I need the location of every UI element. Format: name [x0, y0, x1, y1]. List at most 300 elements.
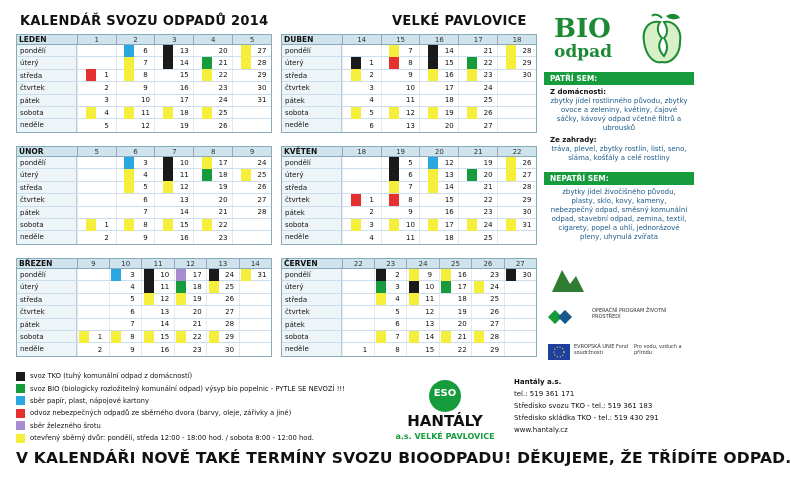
- day-cell: [116, 207, 155, 218]
- day-number: 22: [218, 220, 228, 229]
- day-cell: [374, 281, 406, 292]
- day-cell: [206, 294, 238, 305]
- collection-marker: [467, 107, 477, 119]
- day-number: 19: [444, 108, 454, 117]
- day-cell: [77, 95, 116, 106]
- week-number: 16: [419, 35, 458, 44]
- day-number: 1: [104, 220, 109, 229]
- day-number: 21: [457, 332, 467, 341]
- day-number: 13: [405, 121, 415, 130]
- day-number: 1: [369, 59, 374, 68]
- collection-marker: [428, 194, 438, 206]
- day-cell: [77, 45, 116, 56]
- day-cell: [504, 319, 536, 330]
- day-row: [282, 219, 536, 231]
- collection-marker: [506, 181, 516, 193]
- collection-marker: [389, 82, 399, 94]
- contact-line: Středisko svozu TKO - tel.: 519 361 183: [514, 402, 653, 410]
- collection-marker: [202, 94, 212, 106]
- legend-swatch: [16, 434, 25, 443]
- collection-marker: [428, 69, 438, 81]
- day-cell: [193, 169, 232, 180]
- day-row: [17, 169, 271, 181]
- day-cell: [174, 281, 206, 292]
- day-number: 8: [143, 71, 148, 80]
- day-name: pátek: [17, 319, 77, 330]
- day-number: 18: [444, 233, 454, 242]
- collection-marker: [111, 331, 121, 343]
- day-name: pátek: [282, 207, 342, 218]
- day-number: 1: [362, 345, 368, 354]
- week-number: 27: [504, 259, 536, 268]
- day-number: 31: [522, 220, 532, 229]
- collection-marker: [86, 120, 96, 132]
- week-number: 1: [77, 35, 116, 44]
- day-row: [17, 343, 271, 355]
- day-cell: [154, 95, 193, 106]
- day-cell: [439, 306, 471, 317]
- legend-swatch: [16, 372, 25, 381]
- day-name: úterý: [282, 281, 342, 292]
- day-cell: [497, 70, 536, 81]
- day-name: pátek: [282, 95, 342, 106]
- day-cell: [381, 182, 420, 193]
- month-name: LEDEN: [19, 35, 47, 44]
- day-cell: [458, 231, 497, 243]
- day-cell: [154, 82, 193, 93]
- day-cell: [174, 294, 206, 305]
- collection-marker: [441, 344, 451, 356]
- day-row: [282, 95, 536, 107]
- collection-marker: [111, 281, 121, 293]
- day-number: 26: [225, 295, 235, 304]
- day-cell: [193, 157, 232, 168]
- day-number: 25: [257, 171, 267, 180]
- day-number: 17: [179, 96, 189, 105]
- day-number: 10: [160, 270, 170, 279]
- month-1: [281, 34, 537, 133]
- day-number: 9: [143, 233, 148, 242]
- week-number: 14: [342, 35, 381, 44]
- day-cell: [141, 294, 173, 305]
- legend-swatch: [16, 409, 25, 418]
- day-number: 16: [160, 345, 170, 354]
- day-cell: [193, 182, 232, 193]
- day-number: 2: [395, 270, 400, 279]
- collection-marker: [79, 331, 89, 343]
- week-number: 8: [193, 147, 232, 156]
- collection-marker: [428, 107, 438, 119]
- collection-marker: [209, 293, 219, 305]
- collection-marker: [202, 82, 212, 94]
- collection-marker: [441, 269, 451, 281]
- collection-marker: [124, 181, 134, 193]
- day-row: [17, 95, 271, 107]
- day-number: 9: [143, 83, 148, 92]
- collection-marker: [86, 232, 96, 244]
- day-name: čtvrtek: [282, 82, 342, 93]
- day-cell: [381, 70, 420, 81]
- day-cell: [109, 343, 141, 355]
- day-number: 26: [490, 307, 500, 316]
- day-number: 7: [143, 208, 148, 217]
- day-number: 27: [257, 195, 267, 204]
- day-name: úterý: [17, 57, 77, 68]
- week-number: 11: [141, 259, 173, 268]
- day-number: 6: [395, 320, 400, 329]
- day-cell: [504, 281, 536, 292]
- week-number: 9: [232, 147, 271, 156]
- day-cell: [497, 119, 536, 131]
- collection-marker: [144, 306, 154, 318]
- day-cell: [239, 269, 271, 280]
- op-logo-icon: [548, 302, 578, 332]
- day-number: 22: [218, 71, 228, 80]
- day-number: 10: [179, 158, 189, 167]
- day-number: 24: [490, 283, 500, 292]
- day-cell: [232, 231, 271, 243]
- website-link[interactable]: www.hantaly.cz: [514, 426, 568, 434]
- collection-marker: [86, 94, 96, 106]
- day-cell: [77, 269, 109, 280]
- day-number: 22: [457, 345, 467, 354]
- day-cell: [193, 95, 232, 106]
- day-number: 23: [218, 233, 228, 242]
- day-cell: [193, 207, 232, 218]
- day-number: 17: [192, 270, 202, 279]
- week-number: 5: [77, 147, 116, 156]
- day-number: 7: [408, 183, 413, 192]
- day-cell: [458, 157, 497, 168]
- collection-marker: [351, 107, 361, 119]
- day-cell: [116, 95, 155, 106]
- day-number: 31: [257, 270, 267, 279]
- day-cell: [154, 231, 193, 243]
- collection-marker: [474, 281, 484, 293]
- day-cell: [374, 319, 406, 330]
- day-number: 23: [192, 345, 202, 354]
- collection-marker: [474, 318, 484, 330]
- day-number: 29: [257, 71, 267, 80]
- day-cell: [77, 182, 116, 193]
- day-number: 14: [179, 59, 189, 68]
- day-cell: [206, 343, 238, 355]
- day-cell: [497, 82, 536, 93]
- collection-marker: [428, 82, 438, 94]
- collection-marker: [124, 94, 134, 106]
- day-cell: [206, 331, 238, 342]
- day-cell: [342, 169, 381, 180]
- collection-marker: [428, 181, 438, 193]
- day-row: [282, 294, 536, 306]
- day-cell: [116, 169, 155, 180]
- day-cell: [419, 57, 458, 68]
- collection-marker: [351, 232, 361, 244]
- day-number: 26: [218, 121, 228, 130]
- legend-text: sběr papír, plast, nápojové kartony: [30, 396, 149, 405]
- collection-marker: [474, 331, 484, 343]
- day-cell: [141, 343, 173, 355]
- day-cell: [497, 95, 536, 106]
- day-number: 10: [405, 220, 415, 229]
- collection-marker: [124, 57, 134, 69]
- day-number: 15: [179, 71, 189, 80]
- legend-swatch: [16, 396, 25, 405]
- day-cell: [154, 207, 193, 218]
- hantaly-sub-text: a.s. VELKÉ PAVLOVICE: [395, 432, 495, 441]
- day-cell: [232, 219, 271, 230]
- week-number: 18: [497, 35, 536, 44]
- day-number: 9: [130, 345, 135, 354]
- collection-marker: [376, 331, 386, 343]
- day-number: 16: [179, 83, 189, 92]
- collection-marker: [202, 219, 212, 231]
- collection-marker: [351, 82, 361, 94]
- day-number: 14: [425, 332, 435, 341]
- day-cell: [342, 95, 381, 106]
- day-number: 22: [483, 195, 493, 204]
- day-cell: [77, 319, 109, 330]
- week-number: 25: [439, 259, 471, 268]
- hantaly-logo: [390, 378, 500, 444]
- day-number: 25: [490, 295, 500, 304]
- collection-marker: [124, 157, 134, 169]
- day-number: 20: [483, 171, 493, 180]
- household-text: zbytky jídel rostlinného původu, zbytky ovoce a zeleniny, květiny, čajové sáčky, kávový odpad včetně filtrů a ubrousků: [550, 97, 688, 132]
- collection-marker: [428, 206, 438, 218]
- day-cell: [232, 194, 271, 205]
- collection-marker: [441, 331, 451, 343]
- week-number: 26: [471, 259, 503, 268]
- day-row: [282, 319, 536, 331]
- collection-marker: [506, 57, 516, 69]
- day-name: pondělí: [17, 45, 77, 56]
- collection-marker: [506, 169, 516, 181]
- hantaly-text: HANTÁLY: [407, 412, 483, 430]
- day-cell: [419, 70, 458, 81]
- week-number: 6: [116, 147, 155, 156]
- day-number: 29: [490, 345, 500, 354]
- day-cell: [342, 70, 381, 81]
- day-number: 6: [143, 46, 148, 55]
- day-row: [282, 82, 536, 94]
- collection-marker: [241, 194, 251, 206]
- day-number: 23: [483, 71, 493, 80]
- garden-text: tráva, plevel, zbytky rostlin, listí, seno, sláma, košťály a celé rostliny: [551, 145, 687, 162]
- day-cell: [141, 319, 173, 330]
- day-cell: [116, 219, 155, 230]
- collection-marker: [467, 219, 477, 231]
- legend-text: sběr železného šrotu: [30, 421, 101, 430]
- day-number: 8: [395, 345, 400, 354]
- day-cell: [342, 331, 374, 342]
- day-cell: [471, 306, 503, 317]
- collection-marker: [428, 120, 438, 132]
- week-number: 4: [193, 35, 232, 44]
- collection-marker: [111, 344, 121, 356]
- collection-marker: [389, 120, 399, 132]
- day-name: neděle: [17, 343, 77, 355]
- collection-marker: [241, 169, 251, 181]
- day-name: středa: [282, 70, 342, 81]
- day-cell: [504, 343, 536, 355]
- day-number: 24: [483, 83, 493, 92]
- day-cell: [174, 306, 206, 317]
- day-number: 22: [483, 59, 493, 68]
- day-number: 19: [483, 158, 493, 167]
- collection-marker: [79, 344, 89, 356]
- day-cell: [406, 306, 438, 317]
- day-cell: [232, 45, 271, 56]
- day-cell: [232, 119, 271, 131]
- collection-marker: [351, 206, 361, 218]
- day-name: neděle: [17, 119, 77, 131]
- month-name: DUBEN: [284, 35, 314, 44]
- day-cell: [193, 70, 232, 81]
- day-cell: [232, 207, 271, 218]
- day-number: 12: [405, 108, 415, 117]
- eu-flag-icon: [548, 344, 570, 360]
- day-cell: [174, 319, 206, 330]
- collection-marker: [124, 120, 134, 132]
- collection-marker: [506, 269, 516, 281]
- day-cell: [77, 306, 109, 317]
- collection-marker: [241, 82, 251, 94]
- odpad-logo-text: odpad: [554, 42, 613, 62]
- apple-core-icon: [638, 12, 686, 68]
- day-number: 24: [483, 220, 493, 229]
- day-name: pátek: [17, 207, 77, 218]
- collection-marker: [209, 269, 219, 281]
- collection-marker: [441, 306, 451, 318]
- day-number: 19: [457, 307, 467, 316]
- day-cell: [193, 107, 232, 118]
- day-cell: [141, 269, 173, 280]
- day-row: [17, 331, 271, 343]
- day-number: 11: [160, 283, 170, 292]
- day-cell: [193, 82, 232, 93]
- week-number: 7: [154, 147, 193, 156]
- day-cell: [342, 281, 374, 292]
- legend-swatch: [16, 421, 25, 430]
- collection-marker: [409, 306, 419, 318]
- day-cell: [419, 157, 458, 168]
- day-row: [282, 194, 536, 206]
- month-5: [281, 258, 537, 357]
- collection-marker: [389, 169, 399, 181]
- day-cell: [116, 182, 155, 193]
- collection-marker: [163, 57, 173, 69]
- day-number: 12: [140, 121, 150, 130]
- day-cell: [406, 281, 438, 292]
- collection-marker: [111, 269, 121, 281]
- day-number: 28: [522, 46, 532, 55]
- week-number: 15: [381, 35, 420, 44]
- day-name: pondělí: [282, 269, 342, 280]
- day-cell: [77, 169, 116, 180]
- day-number: 24: [257, 158, 267, 167]
- day-cell: [342, 219, 381, 230]
- day-cell: [381, 82, 420, 93]
- day-cell: [406, 269, 438, 280]
- day-cell: [206, 269, 238, 280]
- day-number: 2: [97, 345, 103, 354]
- collection-marker: [163, 120, 173, 132]
- day-number: 21: [218, 59, 228, 68]
- collection-marker: [506, 194, 516, 206]
- collection-marker: [144, 318, 154, 330]
- day-cell: [77, 231, 116, 243]
- day-cell: [141, 331, 173, 342]
- day-cell: [458, 82, 497, 93]
- not-belongs-text: zbytky jídel živočišného původu, plasty, sklo, kovy, kameny, nebezpečný odpad, směsný komunální odpad, stavební odpad, zemina, textil, cigarety, popel a uhlí, jednorázové pleny, uhynulá zvířata: [550, 188, 688, 241]
- collection-marker: [163, 169, 173, 181]
- day-cell: [458, 194, 497, 205]
- day-row: [282, 281, 536, 293]
- collection-marker: [163, 157, 173, 169]
- collection-marker: [389, 69, 399, 81]
- day-number: 18: [218, 171, 228, 180]
- day-number: 6: [369, 121, 374, 130]
- day-cell: [232, 157, 271, 168]
- collection-marker: [202, 169, 212, 181]
- month-name: BŘEZEN: [19, 259, 53, 268]
- collection-marker: [202, 57, 212, 69]
- week-number: 23: [374, 259, 406, 268]
- day-row: [17, 207, 271, 219]
- day-cell: [342, 207, 381, 218]
- day-number: 30: [225, 345, 235, 354]
- day-number: 4: [395, 295, 400, 304]
- collection-marker: [467, 157, 477, 169]
- month-3: [281, 146, 537, 245]
- collection-marker: [428, 45, 438, 57]
- day-cell: [439, 343, 471, 355]
- collection-marker: [163, 232, 173, 244]
- day-name: pondělí: [17, 157, 77, 168]
- day-name: úterý: [282, 57, 342, 68]
- week-number: 12: [174, 259, 206, 268]
- collection-marker: [124, 206, 134, 218]
- day-cell: [342, 82, 381, 93]
- day-row: [17, 119, 271, 131]
- day-number: 26: [483, 108, 493, 117]
- day-row: [17, 294, 271, 306]
- day-number: 3: [369, 220, 374, 229]
- day-number: 8: [130, 332, 135, 341]
- day-row: [282, 169, 536, 181]
- day-cell: [109, 281, 141, 292]
- collection-marker: [176, 281, 186, 293]
- day-number: 5: [143, 183, 148, 192]
- day-number: 27: [483, 121, 493, 130]
- day-number: 27: [490, 320, 500, 329]
- collection-marker: [111, 293, 121, 305]
- eu-fund-text: EVROPSKÁ UNIE Fond soudržnosti: [574, 344, 629, 356]
- day-cell: [342, 45, 381, 56]
- day-cell: [239, 331, 271, 342]
- day-cell: [193, 57, 232, 68]
- day-number: 14: [444, 46, 454, 55]
- day-number: 4: [130, 283, 135, 292]
- day-number: 19: [179, 121, 189, 130]
- month-name: ÚNOR: [19, 147, 44, 156]
- day-number: 9: [427, 270, 433, 279]
- collection-marker: [86, 107, 96, 119]
- day-name: sobota: [17, 219, 77, 230]
- day-name: čtvrtek: [17, 82, 77, 93]
- day-name: středa: [282, 294, 342, 305]
